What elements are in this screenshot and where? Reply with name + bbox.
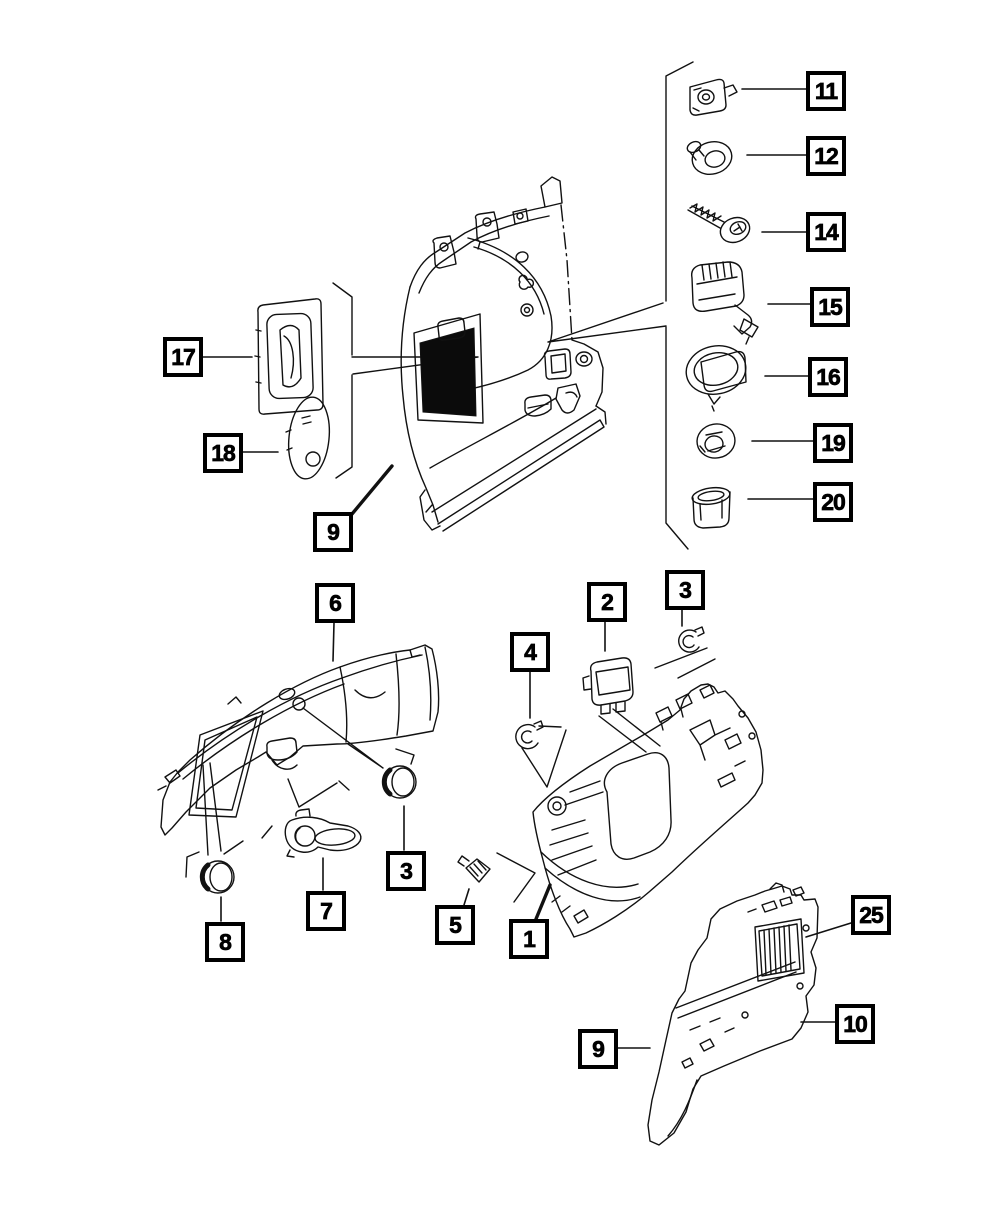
callout-box-3-lower: 3 <box>386 851 426 891</box>
pocket-bin-part-20 <box>691 485 731 528</box>
clamp-ring-part-3-upper <box>679 627 704 652</box>
quarter-trim-side-panel <box>648 883 818 1145</box>
leader-lines <box>202 89 851 1048</box>
clip-part-19 <box>694 421 737 461</box>
clamp-ring-part-4 <box>516 721 543 749</box>
right-parts-bracket <box>548 62 693 549</box>
callout-box-5: 5 <box>435 905 475 945</box>
callout-box-19: 19 <box>813 423 853 463</box>
push-pin-fastener-part-12 <box>686 137 736 178</box>
vent-grille-part-25 <box>755 919 804 981</box>
callout-box-4: 4 <box>510 632 550 672</box>
callout-box-7: 7 <box>306 891 346 931</box>
callout-box-11: 11 <box>806 71 846 111</box>
round-cap-part-8 <box>202 861 234 893</box>
callout-box-20: 20 <box>813 482 853 522</box>
round-cap-part-3-lower <box>384 766 416 798</box>
cover-part-18 <box>285 395 333 481</box>
attachment-pointer-lines <box>186 648 715 902</box>
bezel-part-16 <box>682 340 751 411</box>
callout-box-15: 15 <box>810 287 850 327</box>
callout-box-16: 16 <box>808 357 848 397</box>
callout-box-14: 14 <box>806 212 846 252</box>
callout-box-3-upper: 3 <box>665 570 705 610</box>
callout-box-2: 2 <box>587 582 627 622</box>
callout-box-9-lower: 9 <box>578 1029 618 1069</box>
callout-box-1: 1 <box>509 919 549 959</box>
callout-box-18: 18 <box>203 433 243 473</box>
retainer-clip-part-11 <box>690 79 737 115</box>
cup-holder-part-7 <box>285 809 361 857</box>
screw-part-14 <box>688 204 753 247</box>
callout-box-17: 17 <box>163 337 203 377</box>
latch-bezel-part-2 <box>583 658 633 714</box>
callout-box-6: 6 <box>315 583 355 623</box>
callout-box-12: 12 <box>806 136 846 176</box>
callout-box-10: 10 <box>835 1004 875 1044</box>
quarter-trim-panel-main <box>401 177 606 531</box>
quarter-trim-panel-lower <box>533 684 763 937</box>
callout-box-9-upper: 9 <box>313 512 353 552</box>
power-outlet-part-15 <box>692 262 758 344</box>
clip-part-5 <box>458 856 490 882</box>
callout-box-8: 8 <box>205 922 245 962</box>
callout-box-25: 25 <box>851 895 891 935</box>
